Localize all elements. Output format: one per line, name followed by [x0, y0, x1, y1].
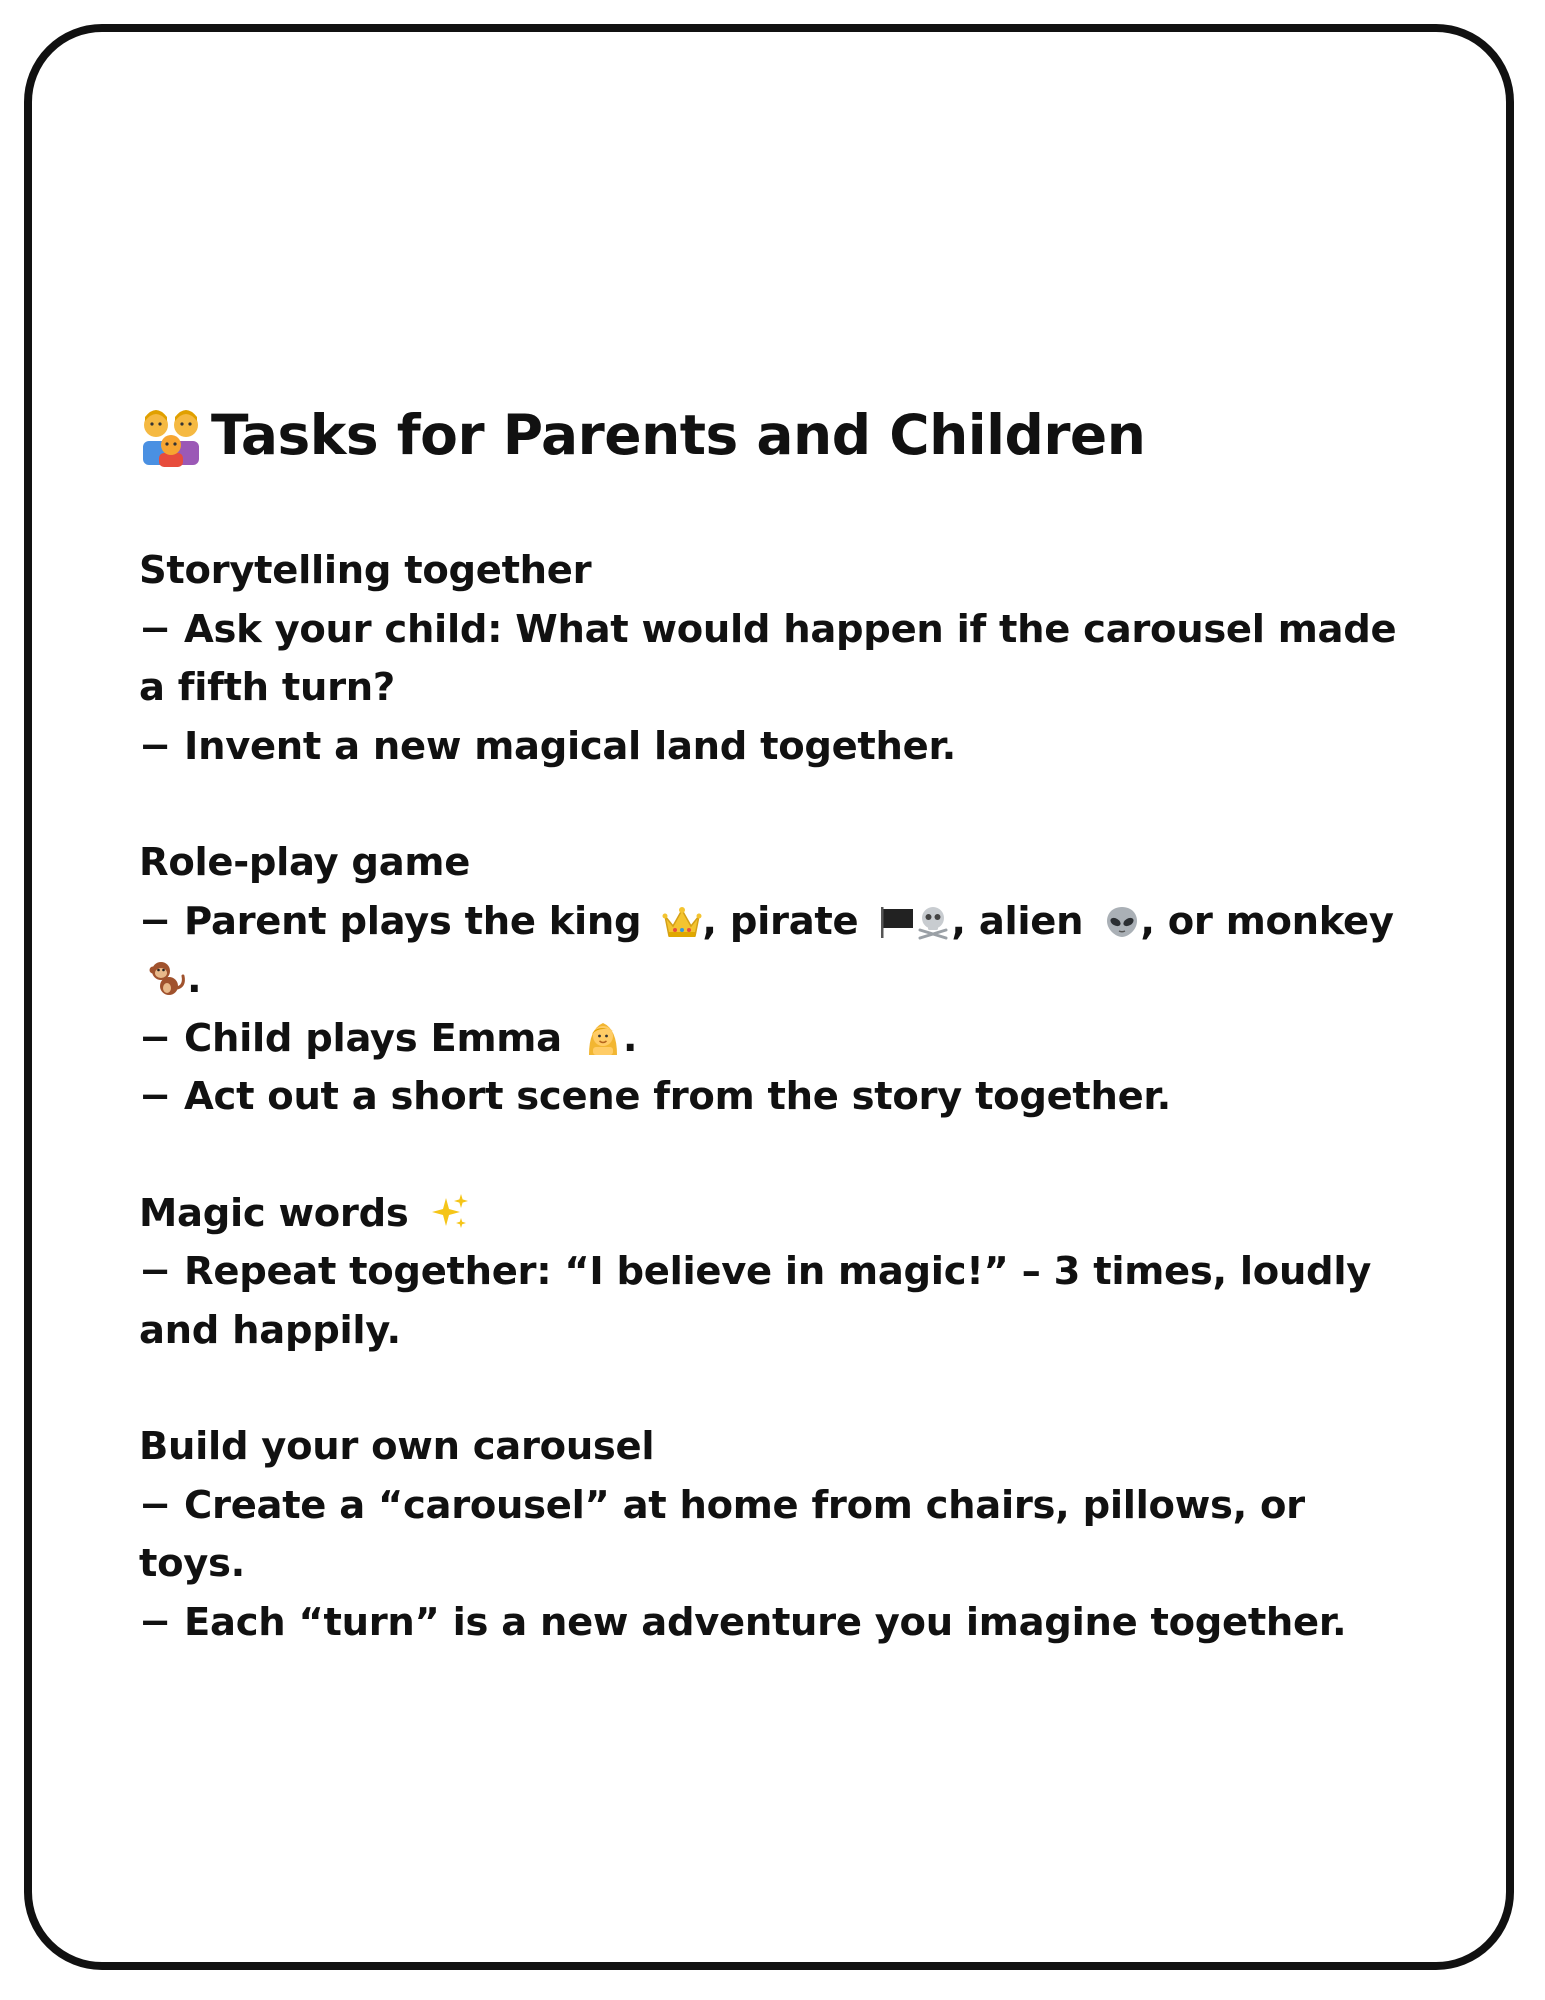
task-line: − Repeat together: “I believe in magic!” – 3 times, loudly and happily.: [139, 1249, 1372, 1353]
section-heading: Build your own carousel: [139, 1424, 655, 1469]
parent-roles-text: , pirate: [702, 898, 859, 944]
child-role-text: .: [622, 1015, 638, 1061]
child-role-text: − Child plays Emma: [139, 1015, 562, 1061]
pirate-flag-icon: [879, 904, 915, 940]
section-heading: Storytelling together: [139, 548, 592, 593]
section-heading-magic: [139, 1185, 1409, 1244]
section-roleplay: [139, 834, 1409, 1127]
parent-roles-text: , alien: [951, 898, 1084, 944]
parent-roles-text: , or monkey: [1140, 898, 1394, 944]
girl-icon: [583, 1017, 623, 1057]
parent-roles-text: − Parent plays the king: [139, 898, 642, 944]
parent-roles-text: .: [187, 957, 202, 1002]
family-icon: [139, 403, 203, 467]
page-title: [139, 395, 1409, 475]
task-line-child: [139, 1010, 1409, 1069]
section-carousel: [139, 1418, 1409, 1652]
page-title-text: Tasks for Parents and Children: [211, 403, 1146, 467]
alien-icon: [1104, 904, 1140, 940]
task-line-parent: [139, 893, 1409, 1010]
section-storytelling: [139, 542, 1409, 776]
task-line: − Act out a short scene from the story together.: [139, 1074, 1171, 1119]
section-magic: [139, 1185, 1409, 1361]
section-heading: Magic words: [139, 1190, 409, 1236]
skull-crossbones-icon: [915, 904, 951, 940]
monkey-icon: [147, 958, 187, 998]
document-content: [139, 395, 1409, 1710]
crown-icon: [662, 904, 702, 940]
task-line: − Each “turn” is a new adventure you imagine together.: [139, 1599, 1347, 1645]
section-heading: Role-play game: [139, 840, 471, 885]
sparkles-icon: [430, 1192, 470, 1232]
task-line: − Create a “carousel” at home from chairs, pillows, or toys.: [139, 1482, 1305, 1586]
task-line: − Ask your child: What would happen if the carousel made a fifth turn?: [139, 606, 1397, 710]
task-line: − Invent a new magical land together.: [139, 723, 956, 769]
